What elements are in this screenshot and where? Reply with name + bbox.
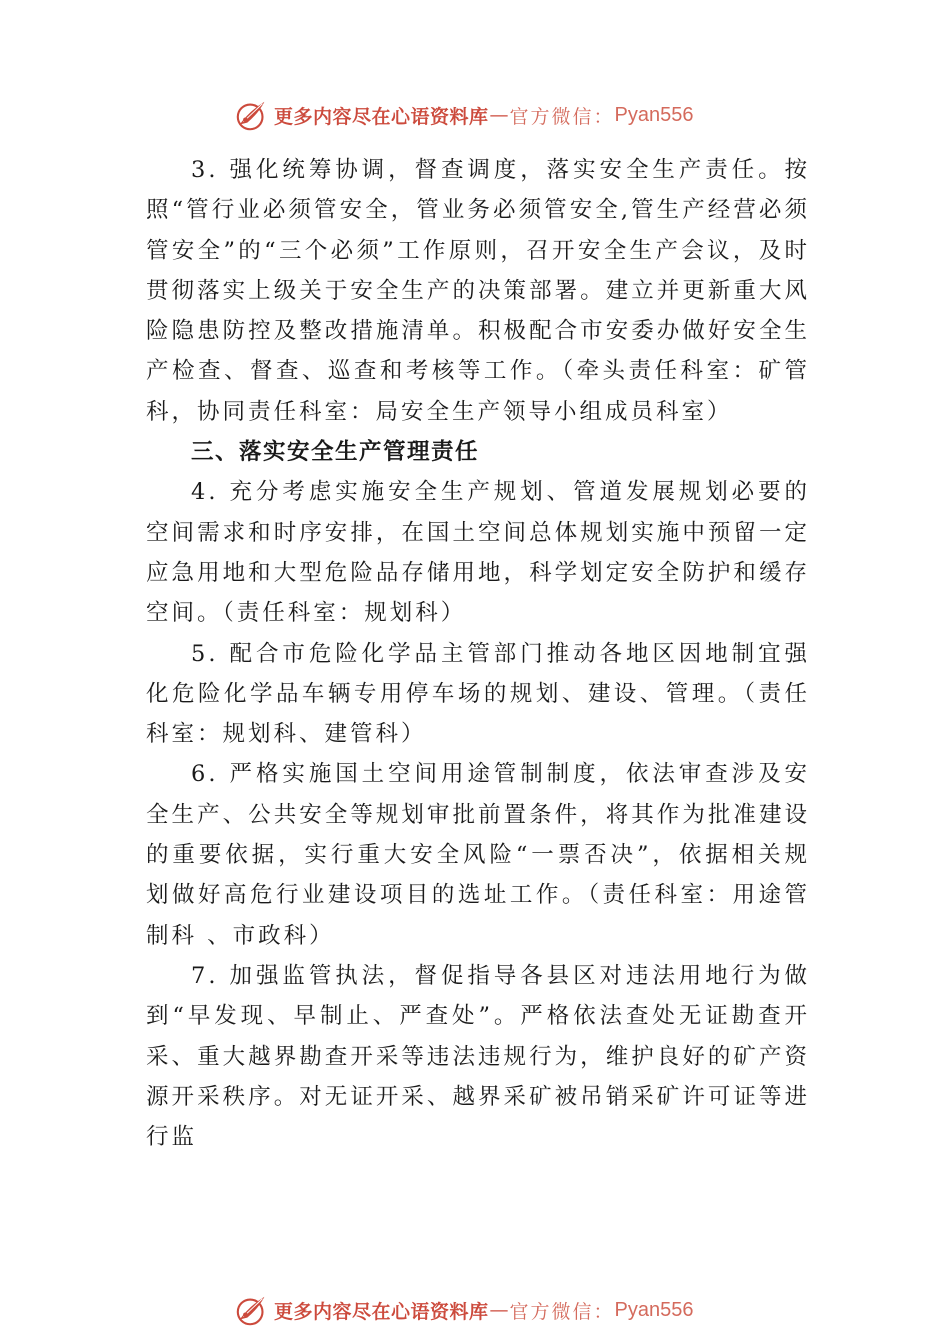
paragraph-item-3: 3. 强化统筹协调，督查调度，落实安全生产责任。按照“管行业必须管安全，管业务必须管安全,管生产经营必须管安全”的“三个必须”工作原则，召开安全生产会议，及时 贯彻落实上级关于安全生产的决策部署。建立并更新重大风险隐患防控及整改措施清单。积极配合市安委办做好安全生产检查、督查、巡查和考核等工作。（牵头责任科室：矿管科，协同责任科室：局安全生产领导小组成员科室） — [146, 157, 810, 425]
banner-brand: 更多内容尽在心语资料库 — [274, 1300, 489, 1323]
banner-wechat-label: 官方微信： — [509, 105, 615, 128]
document-body — [146, 150, 810, 1157]
banner-wechat-label: 官方微信： — [509, 1300, 615, 1323]
quill-pen-icon — [234, 1291, 272, 1329]
banner-wechat-id: Pyan556 — [614, 103, 694, 126]
paragraph-item-5: 5. 配合市危险化学品主管部门推动各地区因地制宜强化危险化学品车辆专用停车场的规划、建设、管理。（责任科室：规划科、建管科） — [146, 640, 810, 748]
footer-banner — [234, 1290, 694, 1330]
paragraph-item-7: 7. 加强监管执法，督促指导各县区对违法用地行为做到“早发现、早制止、严查处”。严格依法查处无证勘查开采、重大越界勘查开采等违法违规行为，维护良好的矿产资源开采秩序。对无证开采、越界采矿被吊销采矿许可证等进行监 — [146, 962, 810, 1151]
section-heading: 三、落实安全生产管理责任 — [191, 439, 480, 466]
paragraph-item-6: 6. 严格实施国土空间用途管制制度，依法审查涉及安全生产、公共安全等规划审批前置条件，将其作为批准建设的重要依据，实行重大安全风险“一票否决”，依据相关规划做好高危行业建设项目的选址工作。（责任科室：用途管制科 、市政科） — [146, 761, 810, 949]
banner-brand: 更多内容尽在心语资料库 — [274, 105, 489, 128]
quill-pen-icon — [234, 96, 272, 134]
banner-dash: — — [489, 104, 509, 126]
header-banner — [234, 95, 694, 135]
banner-dash: — — [489, 1299, 509, 1321]
banner-wechat-id: Pyan556 — [614, 1298, 694, 1321]
paragraph-item-4: 4. 充分考虑实施安全生产规划、管道发展规划必要的空间需求和时序安排，在国土空间总体规划实施中预留一定应急用地和大型危险品存储用地，科学划定安全防护和缓存空间。（责任科室：规划科） — [146, 479, 810, 627]
